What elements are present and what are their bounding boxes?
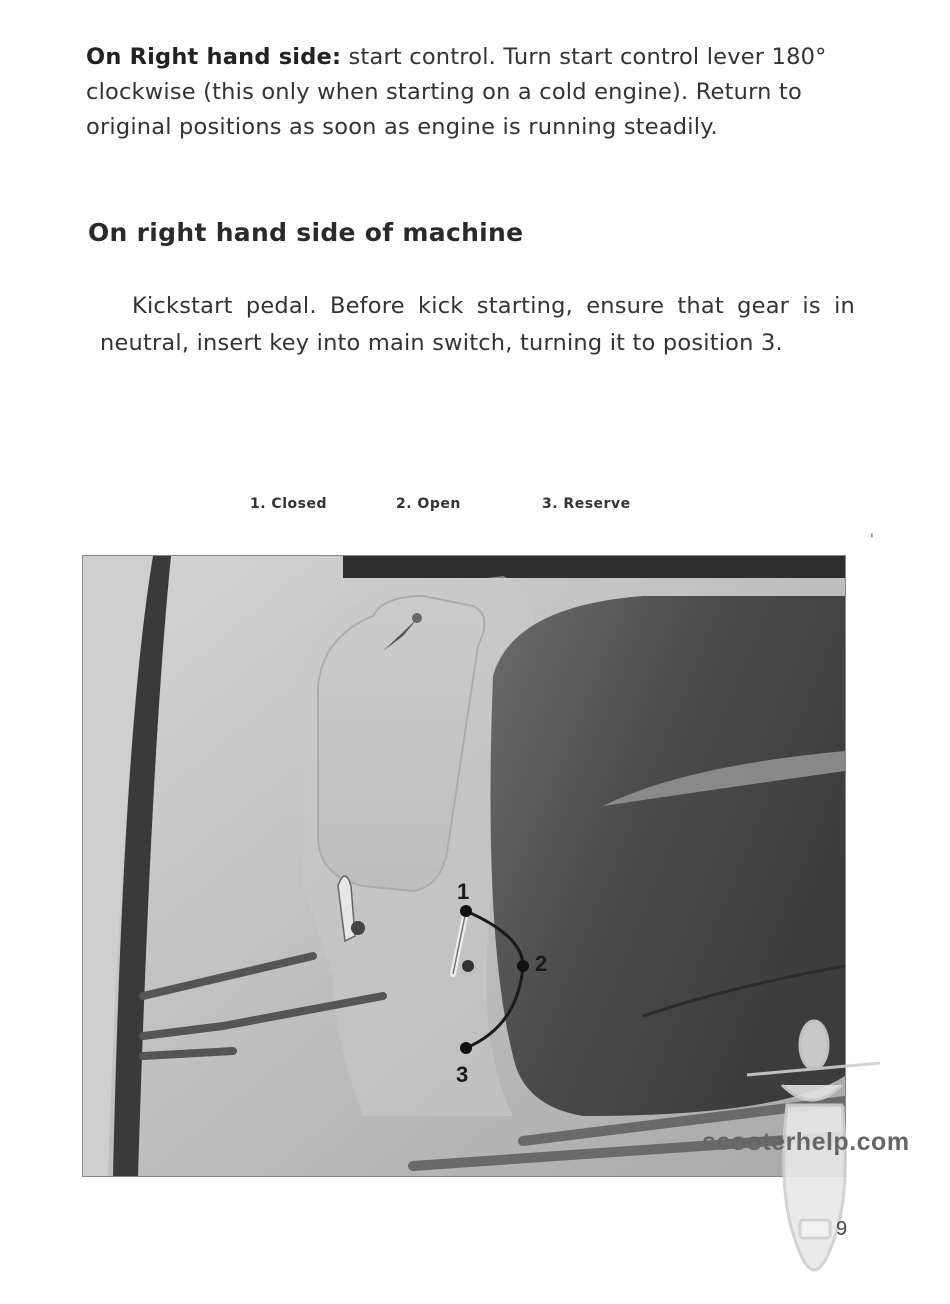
callout-1: 1 — [457, 879, 470, 904]
watermark-text: scooterhelp.com — [702, 1128, 910, 1156]
scooter-photo — [82, 555, 846, 1177]
scooter-logo-icon — [742, 1015, 882, 1304]
legend-open: 2. Open — [396, 496, 461, 512]
start-control-text: start control. Turn start control lever 180° clockwise (this only when starting on a cold engine). Return to original positions as soon as engine is running steadily. — [86, 44, 827, 140]
section-heading: On right hand side of machine — [88, 218, 524, 247]
kickstart-paragraph: Kickstart pedal. Before kick starting, ensure that gear is in neutral, insert key into main switch, turning it to position 3. — [100, 293, 855, 356]
right-side-label: On Right hand side: — [86, 44, 342, 70]
page-number: 9 — [836, 1218, 848, 1240]
start-control-paragraph — [86, 40, 856, 145]
legend-reserve: 3. Reserve — [542, 496, 631, 512]
callout-2: 2 — [535, 951, 548, 976]
callout-3: 3 — [456, 1062, 469, 1087]
legend-closed: 1. Closed — [250, 496, 327, 512]
stray-mark: ' — [870, 532, 874, 548]
